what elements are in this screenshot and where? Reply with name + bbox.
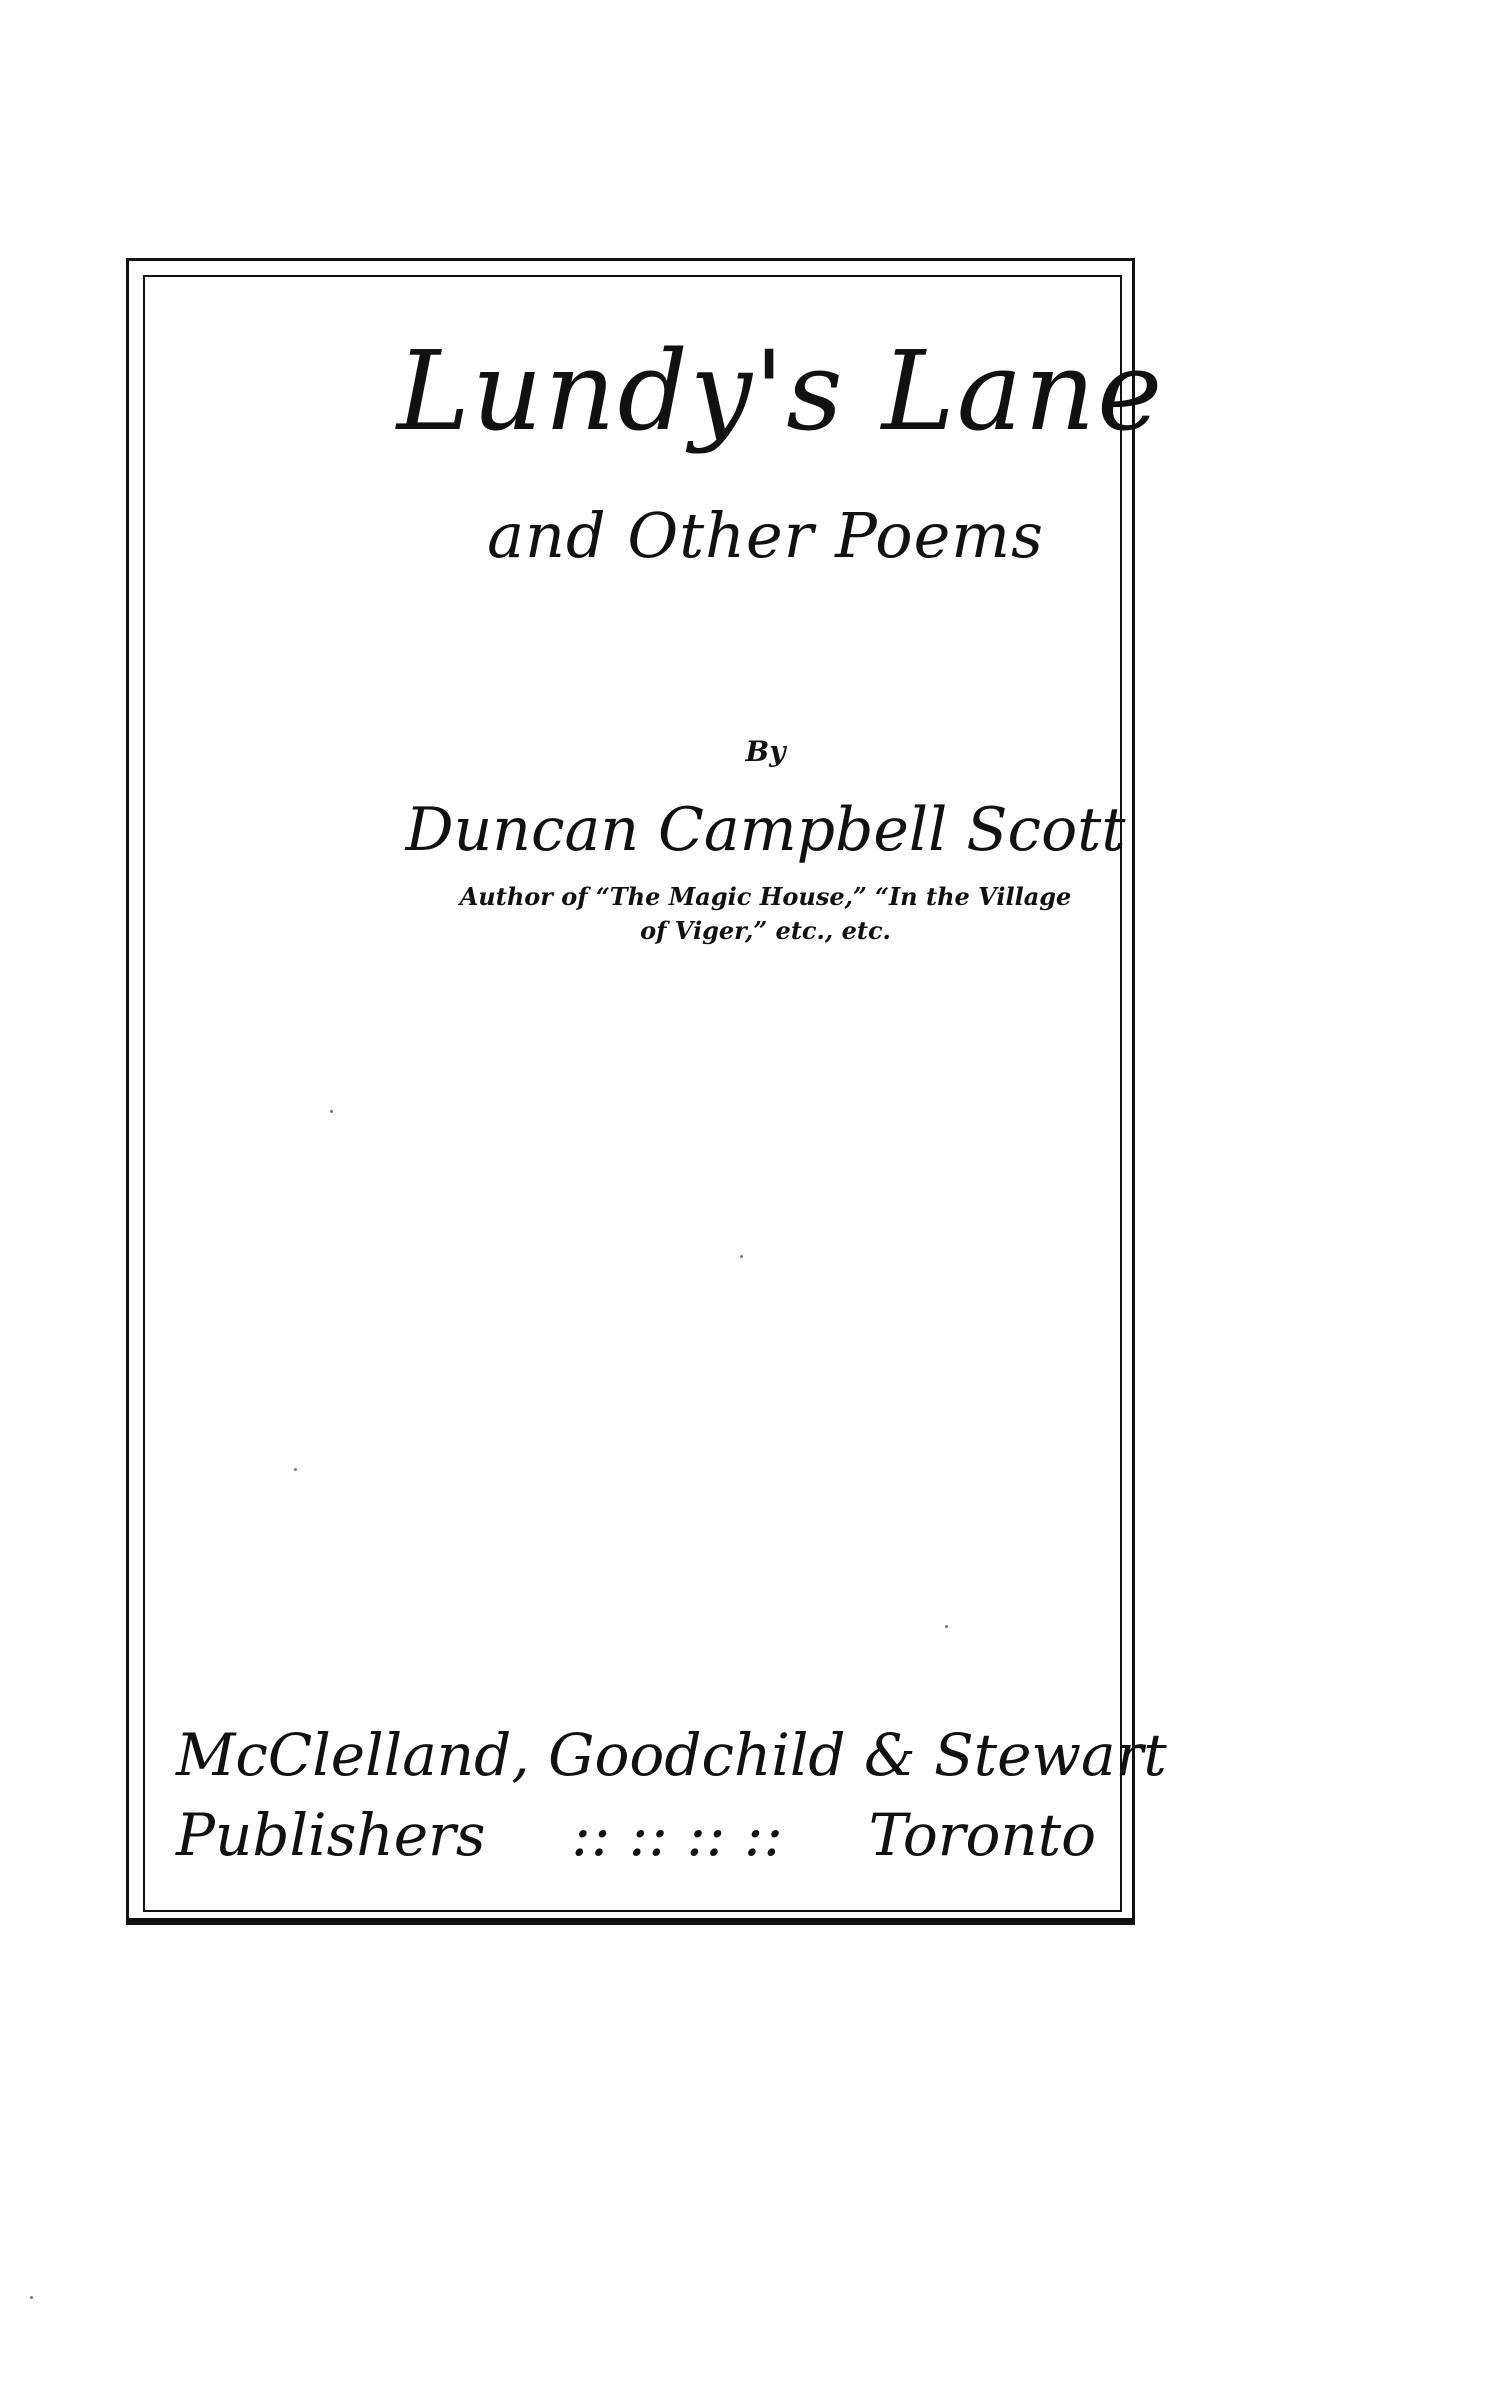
paper-speck [740, 1255, 743, 1258]
bottom-rule [126, 1918, 1135, 1924]
author-name: Duncan Campbell Scott [405, 795, 1126, 865]
publishers-label: Publishers [176, 1801, 486, 1869]
paper-speck [30, 2296, 33, 2299]
publisher-separators: :: :: :: :: [571, 1801, 783, 1869]
paper-speck [330, 1110, 333, 1113]
publisher-city: Toronto [868, 1801, 1096, 1869]
author-note-line-2: of Viger,” etc., etc. [640, 916, 891, 945]
publisher-imprint [176, 1715, 1167, 1875]
publisher-location-line [176, 1795, 1096, 1875]
by-line: By [745, 735, 786, 768]
book-title: Lundy's Lane [396, 327, 1165, 455]
publisher-name-line [176, 1715, 1167, 1795]
paper-speck [945, 1625, 948, 1628]
publisher-name: McClelland, Goodchild & Stewart [176, 1721, 1167, 1789]
paper-speck [294, 1468, 297, 1471]
author-note-line-1: Author of “The Magic House,” “In the Village [459, 882, 1072, 911]
author-note [0, 880, 1501, 948]
book-subtitle: and Other Poems [487, 499, 1044, 572]
